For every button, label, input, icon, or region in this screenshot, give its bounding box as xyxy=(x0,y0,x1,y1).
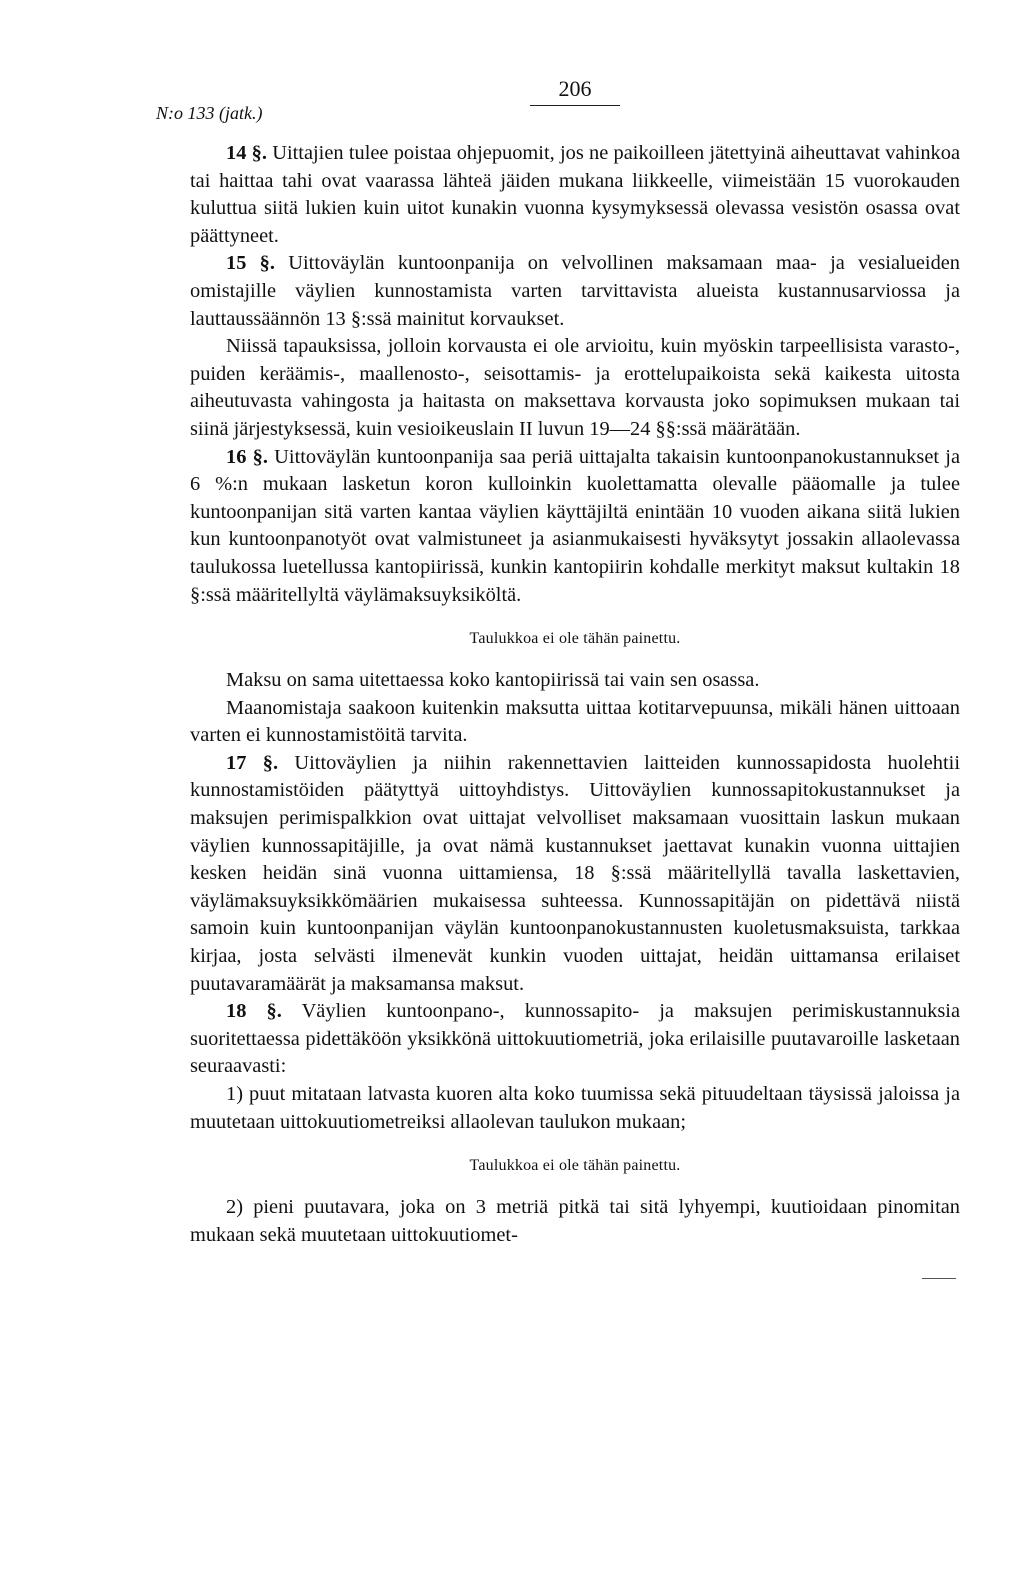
paragraph-text: 2) pieni puutavara, joka on 3 metriä pitkä tai sitä lyhyempi, kuutioidaan pinomitan mukaan sekä muutetaan uittokuutiomet- xyxy=(190,1196,960,1246)
section-number: 16 §. xyxy=(226,445,268,468)
paragraph-text: Maanomistaja saakoon kuitenkin maksutta uittaa kotitarvepuunsa, mikäli hänen uittoaan varten ei kunnostamistöitä tarvita. xyxy=(190,696,960,747)
section-number: 15 §. xyxy=(226,252,275,275)
table-omitted-note: Taulukkoa ei ole tähän painettu. xyxy=(469,630,681,648)
paragraph-section-18 xyxy=(190,998,960,1081)
page-number-rule xyxy=(530,105,620,106)
paragraph-text: 1) puut mitataan latvasta kuoren alta koko tuumissa sekä pituudeltaan täysissä jaloissa ja muutetaan uittokuutiometreiksi allaolevan taulukon mukaan; xyxy=(190,1083,960,1133)
paragraph-text: Uittoväylän kuntoonpanija saa periä uittajalta takaisin kuntoonpanokustannukset ja 6 %:n mukaan lasketun koron kulloinkin kuolettamatta olevalle pääomalle ja tulee kuntoonpanijan sitä varten kantaa väylien käyttäjiltä enintään 10 vuoden aikana siitä lukien kun kuntoonpanotyöt ovat valmistuneet ja asianmukaisesti hyväksytyt jossakin allaolevassa taulukossa luetellussa kantopiirissä, kunkin kantopiirin kohdalle merkityt maksut kultakin 18 §:ssä määritellyltä väylämaksuyksiköltä. xyxy=(190,445,961,606)
paragraph-text: Uittoväylien ja niihin rakennettavien laitteiden kunnossapidosta huolehtii kunnostamistöiden päätyttyä uittoyhdistys. Uittoväylien kunnossapitokustannukset ja maksujen perimispalkkion ovat uittajat velvolliset maksamaan vuosittain laskun mukaan väylien kunnossapitäjille, ja ovat nämä kustannukset jaettavat kunakin vuonna uittajien kesken heidän sinä vuonna uittamiensa, 18 §:ssä määritellyllä tavalla laskettavien, väylämaksuyksikkömäärien mukaisessa suhteessa. Kunnossapitäjän on pidettävä niistä samoin kuin kuntoonpanijan väylän kuntoonpanokustannusten kuoletusmaksuista, tarkkaa kirjaa, josta selvästi ilmenevät kunkin vuoden uittajat, heidän uittamansa erilaiset puutavaramäärät ja maksamansa maksut. xyxy=(190,751,960,995)
body-text xyxy=(190,140,960,1249)
paragraph-section-16 xyxy=(190,444,960,610)
section-number: 17 §. xyxy=(226,751,279,774)
section-number: 14 §. xyxy=(226,142,267,164)
paragraph-text: Maksu on sama uitettaessa koko kantopiirissä tai vain sen osassa. xyxy=(226,669,760,692)
paragraph-section-17 xyxy=(190,750,960,998)
paragraph-text: Uittajien tulee poistaa ohjepuomit, jos ne paikoilleen jätettyinä aiheuttavat vahinkoa tai haittaa tahi ovat vaarassa lähteä jäiden mukana liikkeelle, viimeistään 15 vuorokauden kuluttua siitä lukien kuin uitot kunakin vuonna kysymyksessä olevassa vesistön osassa ovat päättyneet. xyxy=(190,142,960,247)
margin-dash xyxy=(922,1278,956,1279)
paragraph-section-14 xyxy=(190,140,960,250)
paragraph-item-1 xyxy=(190,1081,960,1136)
paragraph-text: Uittoväylän kuntoonpanija on velvollinen maksamaan maa- ja vesialueiden omistajille väylien kunnostamista varten tarvittavista alueista kustannusarviossa ja lauttaussäännön 13 §:ssä mainitut korvaukset. xyxy=(190,252,961,330)
paragraph-compensation xyxy=(190,333,960,443)
statute-reference: N:o 133 (jatk.) xyxy=(156,103,263,123)
table-omitted-note: Taulukkoa ei ole tähän painettu. xyxy=(469,1157,681,1175)
paragraph-landowner xyxy=(190,695,960,750)
page-number: 206 xyxy=(558,76,592,101)
paragraph-section-15 xyxy=(190,250,960,333)
paragraph-text: Niissä tapauksissa, jolloin korvausta ei ole arvioitu, kuin myöskin tarpeellisista varasto-, puiden keräämis-, maallenosto-, seisottamis- ja erottelupaikoista sekä kaikesta uitosta aiheutuvasta vahingosta ja haitasta on maksettava korvausta joko sopimuksen mukaan tai siinä järjestyksessä, kuin vesioikeuslain II luvun 19—24 §§:ssä määrätään. xyxy=(190,335,960,440)
paragraph-fee xyxy=(190,667,960,695)
section-number: 18 §. xyxy=(226,1000,282,1023)
paragraph-text: Väylien kuntoonpano-, kunnossapito- ja maksujen perimiskustannuksia suoritettaessa pidettäköön yksikkönä uittokuutiometriä, joka erilaisille puutavaroille lasketaan seuraavasti: xyxy=(190,1000,960,1078)
paragraph-item-2 xyxy=(190,1194,960,1249)
